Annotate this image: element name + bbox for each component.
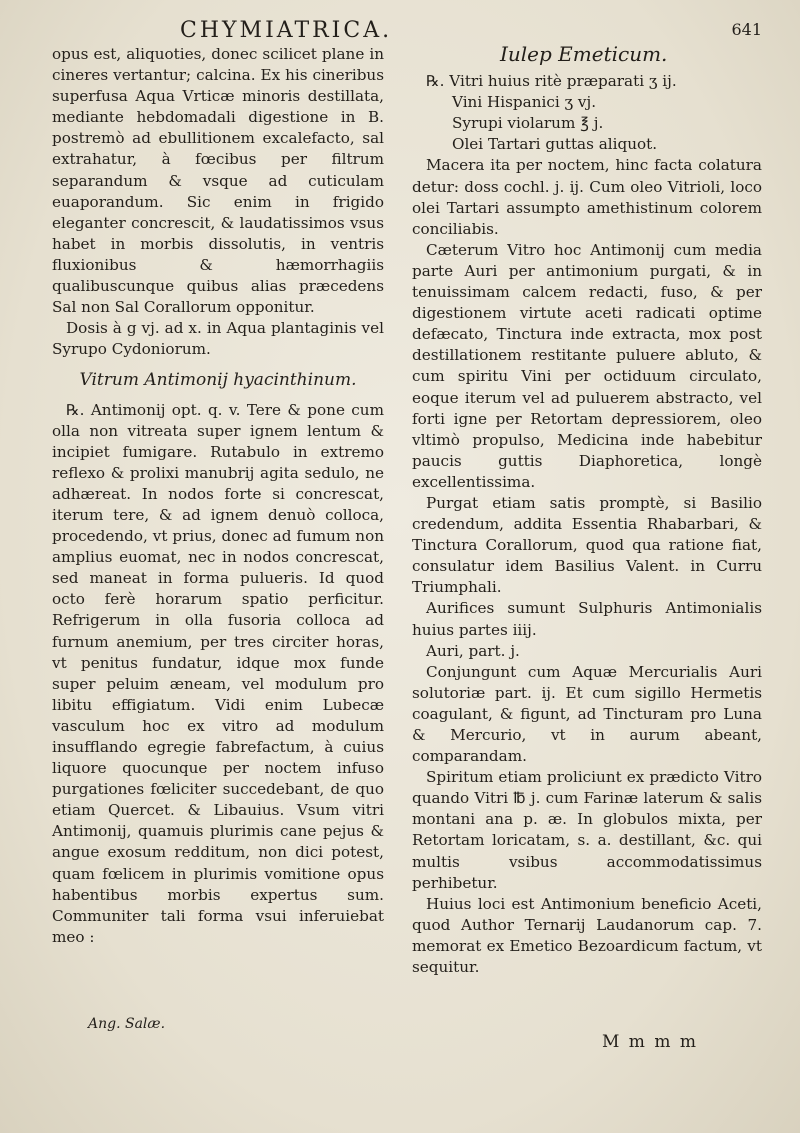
paragraph: Huius loci est Antimonium beneficio Aceti, quod Author Ternarij Laudanorum cap. 7. memorat ex Emetico Bezoardicum factum, vt sequitur. (412, 894, 762, 977)
paragraph: Purgat etiam satis promptè, si Basilio credendum, addita Essentia Rhabarbari, & Tinctura Corallorum, quod qua ratione fiat, consulatur idem Basilius Valent. in Curru Triumphali. (412, 493, 762, 597)
paragraph: Aurifices sumunt Sulphuris Antimonialis huius partes iiij. (412, 599, 762, 639)
section-heading: Vitrum Antimonij hyacinthinum. (79, 370, 357, 391)
paragraph: ℞. Antimonij opt. q. v. Tere & pone cum olla non vitreata super ignem lentum & incipiet fumigare. Rutabulo in extremo reflexo & prolixi manubrij agita sedulo, ne adhæreat. In nodos forte si concrescat, iterum tere, & ad ignem denuò colloca, procedendo, vt prius, donec ad fumum non amplius euomat, nec in nodos concrescat, sed maneat in forma pulueris. Id quod octo ferè horarum spatio perficitur. Refrigerum in olla fusoria colloca ad furnum anemium, per tres circiter horas, vt penitus fundatur, idque mox funde super peluim æneam, vel modulum pro libitu effigiatum. Vidi enim Lubecæ vasculum hoc ex vitro ad modulum insufflando egregie fabrefactum, à cuius liquore quocunque per noctem infuso purgationes fœliciter succedebant, de quo etiam Quercet. & Libauius. Vsum vitri Antimonij, quamuis plurimis cane pejus & angue exosum redditum, non dici potest, quam fœlicem in plurimis vomitione opus habentibus morbis expertus sum. Communiter tali forma vsui inferuiebat meo : (52, 400, 384, 946)
paragraph: Conjungunt cum Aquæ Mercurialis Auri solutoriæ part. ij. Et cum sigillo Hermetis coagulant, & figunt, ad Tincturam pro Luna & Mercurio, vt in aurum abeant, comparandam. (412, 662, 762, 766)
right-column (412, 44, 762, 978)
catchword: Ang. Salæ. (88, 1016, 166, 1032)
section-heading: Iulep Emeticum. (500, 42, 668, 66)
paragraph: Auri, part. j. (426, 641, 520, 660)
recipe-line: Vini Hispanici ʒ vj. (452, 93, 597, 112)
recipe-line: Olei Tartari guttas aliquot. (452, 135, 658, 154)
paragraph: opus est, aliquoties, donec scilicet plane in cineres vertantur; calcina. Ex his cineribus superfusa Aqua Vrticæ minoris destillata, mediante hebdomadali digestione in B. postremò ad ebullitionem excalefacto, sal extrahatur, à fœcibus per filtrum separandum & vsque ad cuticulam euaporandum. Sic enim in frigido eleganter concrescit, & laudatissimos vsus habet in morbis dissolutis, in ventris fluxionibus & hæmorrhagiis qualibuscunque quibus alias præcedens Sal non Sal Corallorum opponitur. (52, 45, 384, 317)
left-column (52, 44, 384, 948)
paragraph: Cæterum Vitro hoc Antimonij cum media parte Auri per antimonium purgati, & in tenuissimam calcem redacti, fuso, & per digestionem virtute aceti radicati optime defæcato, Tinctura inde extracta, mox post destillationem restitante puluere abluto, & cum spiritu Vini per octiduum circulato, eoque iterum vel ad puluerem abstracto, vel forti igne per Retortam depressiorem, oleo vltimò propulso, Medicina inde habebitur paucis guttis Diaphoretica, longè excellentissima. (412, 240, 762, 491)
running-head: CHYMIATRICA. (180, 18, 393, 43)
paragraph: Spiritum etiam proliciunt ex prædicto Vitro quando Vitri ℔ j. cum Farinæ laterum & salis montani ana p. æ. In globulos mixta, per Retortam loricatam, s. a. destillant, &c. qui multis vsibus accommodatissimus perhibetur. (412, 768, 762, 892)
paragraph: Dosis à g vj. ad x. in Aqua plantaginis vel Syrupo Cydoniorum. (52, 319, 384, 359)
signature-mark: M m m m (602, 1032, 698, 1052)
recipe-line: ℞. Vitri huius ritè præparati ʒ ij. (426, 72, 677, 91)
recipe-line: Syrupi violarum ℥ j. (452, 114, 604, 133)
page-number: 641 (731, 20, 762, 39)
paragraph: Macera ita per noctem, hinc facta colatura detur: doss cochl. j. ij. Cum oleo Vitrioli, loco olei Tartari assumpto amethistinum colorem conciliabis. (412, 156, 762, 238)
